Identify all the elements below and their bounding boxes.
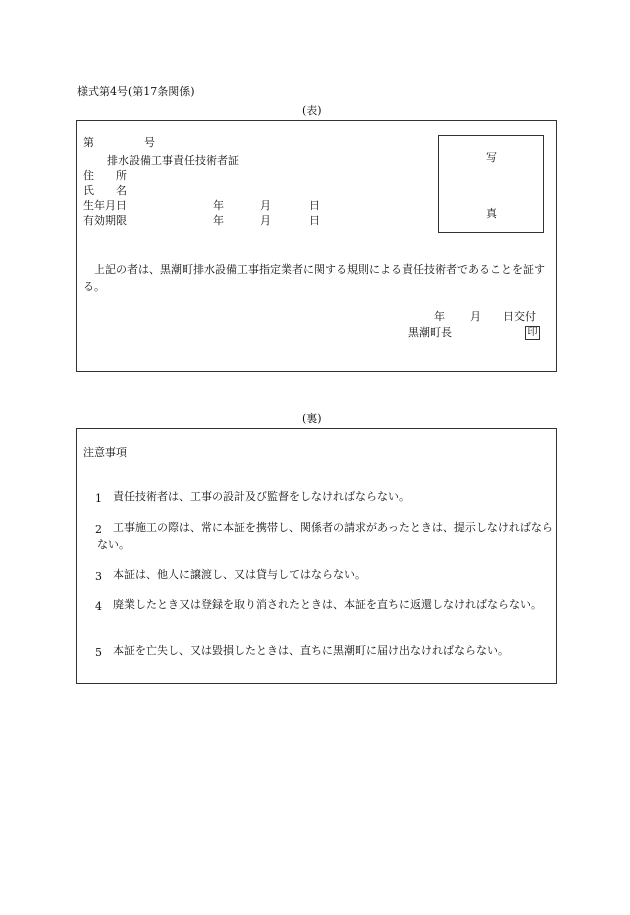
note-text: 廃業したとき又は登録を取り消されたときは、本証を直ちに返還しなければならない。 [113, 598, 542, 611]
issue-year-unit: 年 [434, 310, 445, 323]
birth-date-label: 生年月日 [83, 199, 127, 212]
notes-heading: 注意事項 [83, 446, 127, 459]
birth-year-unit: 年 [213, 199, 224, 212]
photo-box [438, 135, 544, 233]
note-text: 本証は、他人に譲渡し、又は貸与してはならない。 [113, 568, 366, 581]
note-text: 工事施工の際は、常に本証を携帯し、関係者の請求があったときは、提示しなければならない。 [97, 521, 553, 551]
front-caption: (表) [302, 104, 322, 117]
seal-mark: 印 [525, 326, 540, 340]
name-label: 氏 名 [83, 184, 127, 197]
photo-label-bottom: 真 [486, 207, 497, 220]
number-suffix: 号 [144, 136, 155, 149]
note-number: 4 [95, 600, 102, 613]
note-text: 責任技術者は、工事の設計及び監督をしなければならない。 [113, 490, 410, 503]
back-caption: (裏) [302, 412, 322, 425]
form-number: 様式第4号(第17条関係) [77, 85, 195, 98]
note-number: 2 [95, 523, 102, 536]
validity-day-unit: 日 [309, 214, 320, 227]
validity-month-unit: 月 [260, 214, 271, 227]
note-number: 5 [95, 646, 102, 659]
number-prefix: 第 [83, 136, 94, 149]
address-label: 住 所 [83, 169, 127, 182]
card-title: 排水設備工事責任技術者証 [107, 154, 239, 167]
front-card [76, 120, 557, 372]
issue-month-unit: 月 [470, 310, 481, 323]
note-number: 3 [95, 570, 102, 583]
back-card [76, 428, 557, 684]
note-text: 本証を亡失し、又は毀損したときは、直ちに黒潮町に届け出なければならない。 [113, 644, 509, 657]
certification-text: 上記の者は、黒潮町排水設備工事指定業者に関する規則による責任技術者であることを証する。 [83, 263, 545, 293]
issuer-name: 黒潮町長 [408, 326, 452, 339]
photo-label-top: 写 [486, 151, 497, 164]
birth-day-unit: 日 [309, 199, 320, 212]
validity-year-unit: 年 [213, 214, 224, 227]
birth-month-unit: 月 [260, 199, 271, 212]
note-number: 1 [95, 492, 102, 505]
issue-day-label: 日交付 [503, 310, 536, 323]
validity-label: 有効期限 [83, 214, 127, 227]
